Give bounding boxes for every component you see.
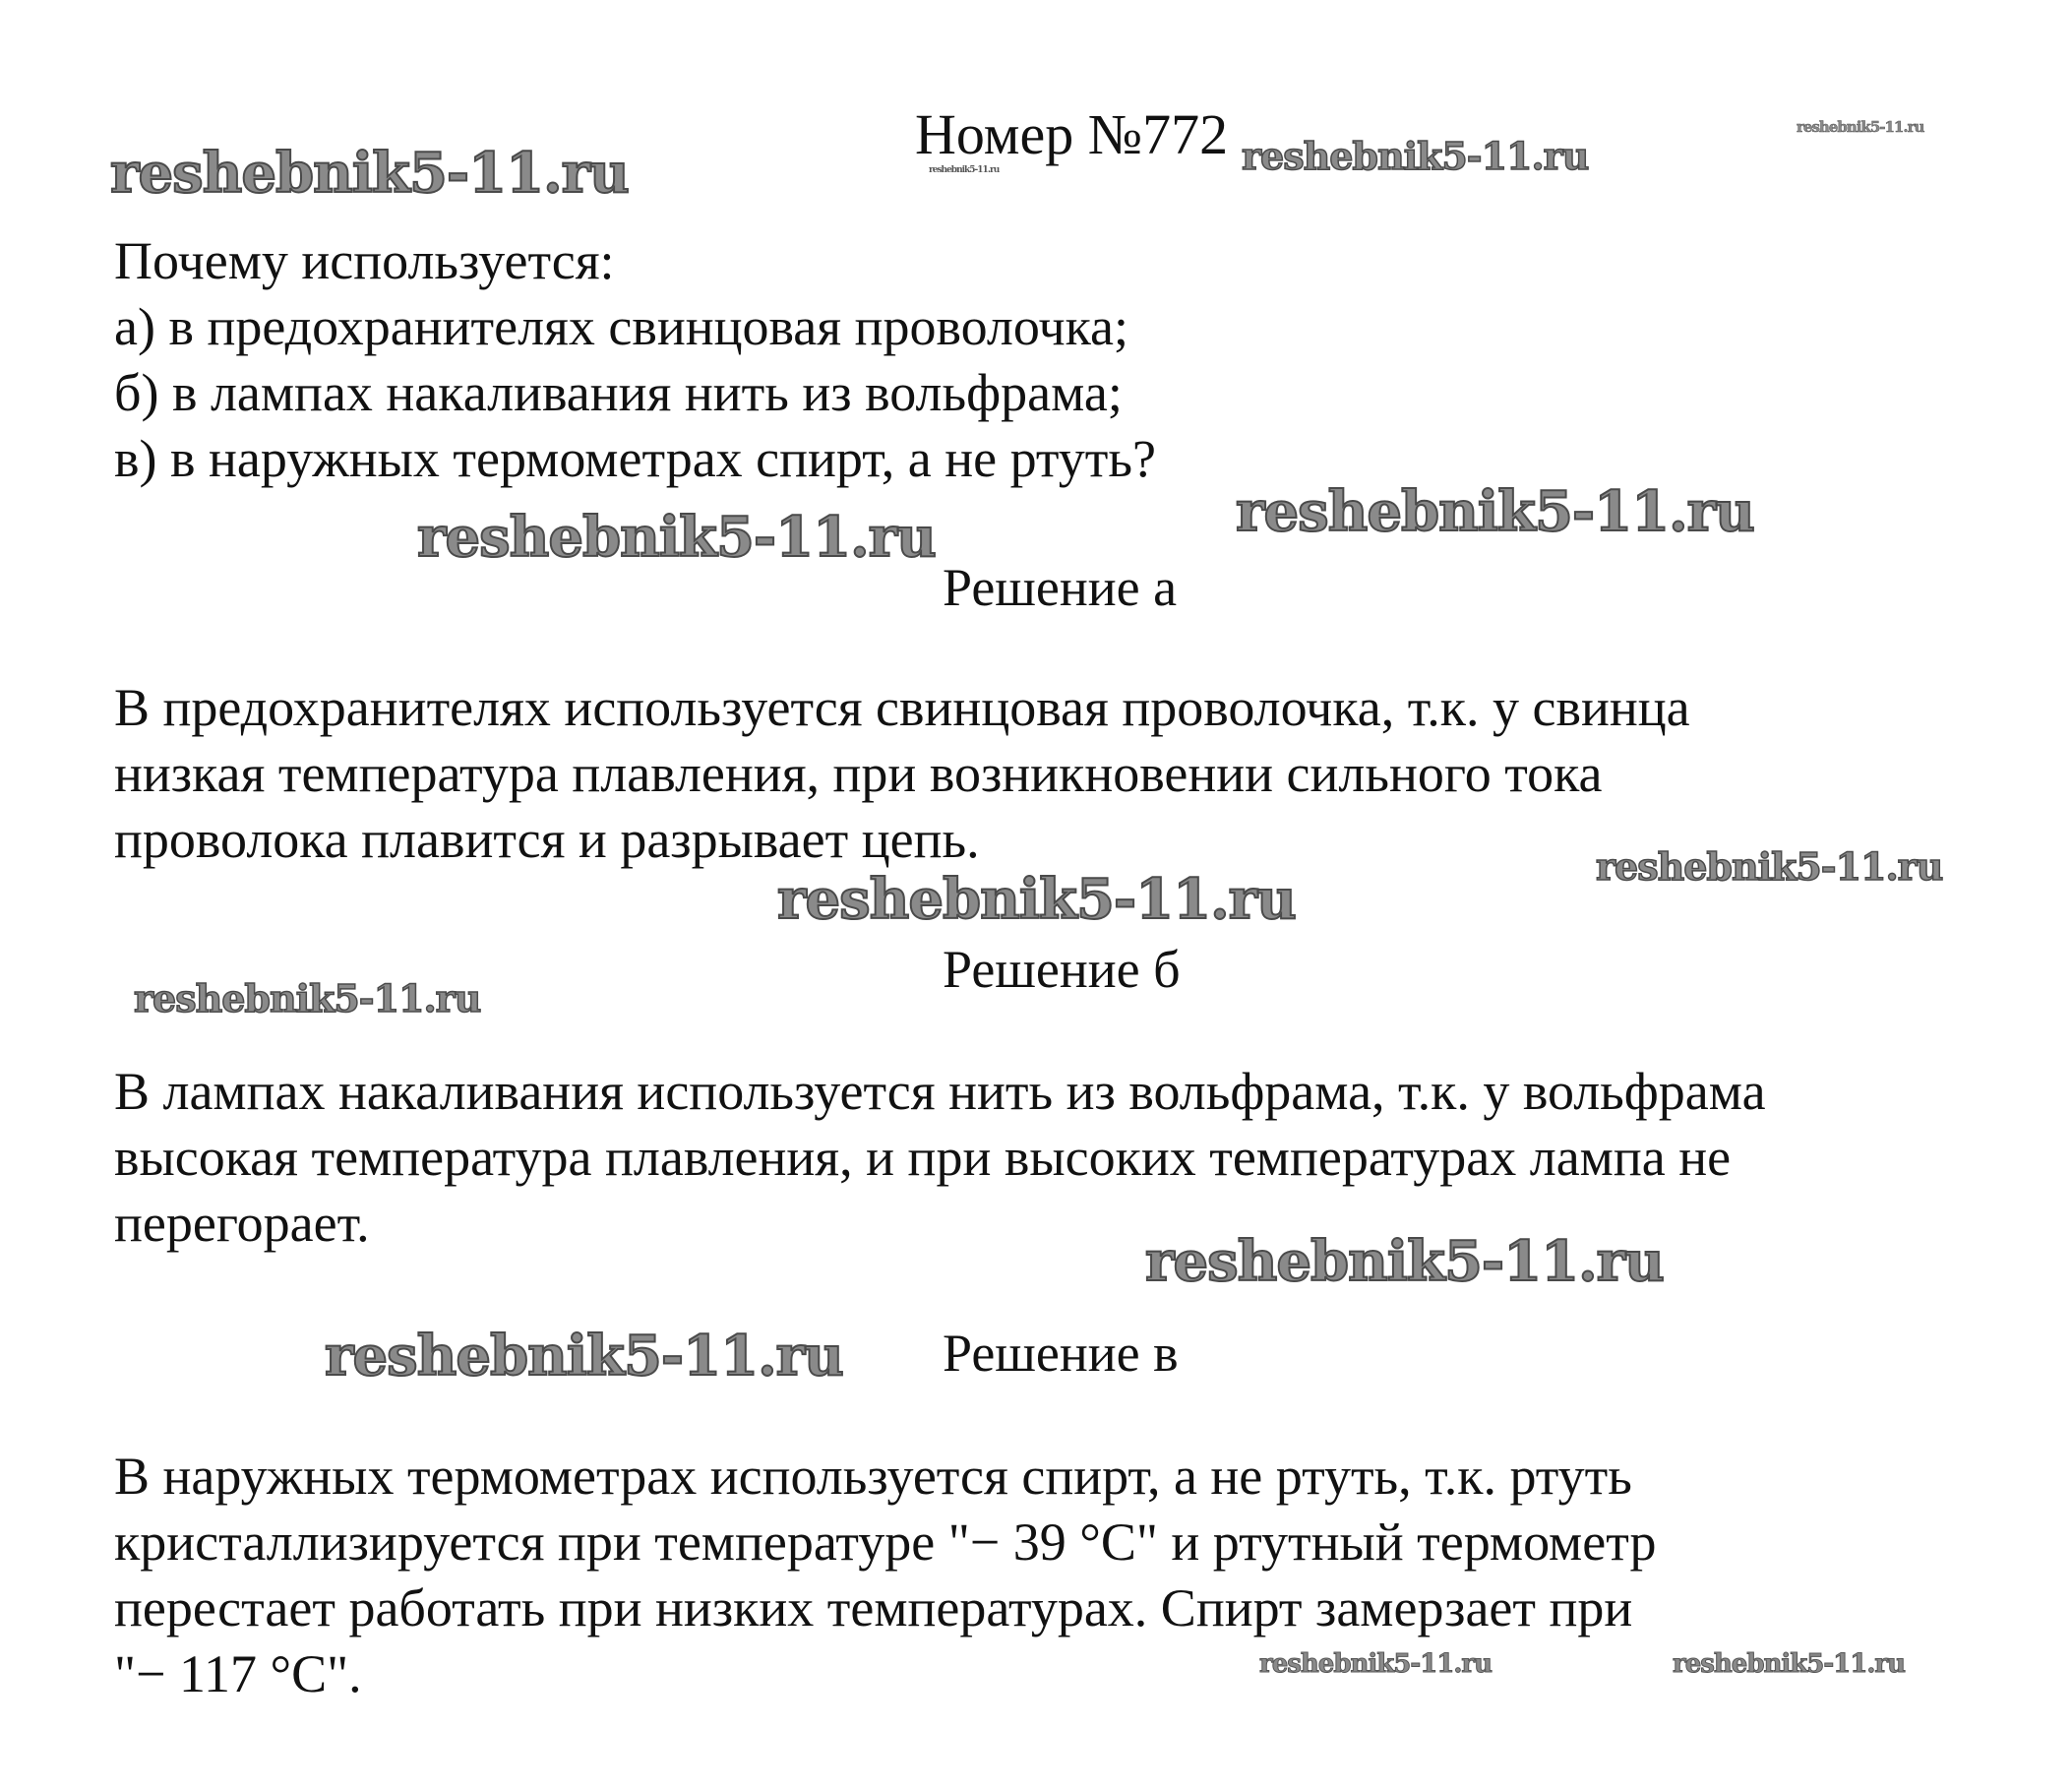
watermark: reshebnik5-11.ru [1242, 134, 1589, 178]
solution-line: "− 117 °C". [114, 1644, 362, 1703]
question-line: а) в предохранителях свинцовая проволочка; [114, 297, 1129, 356]
solution-line: проволока плавится и разрывает цепь. [114, 810, 980, 869]
solution-line: кристаллизируется при температуре "− 39 °C" и ртутный термометр [114, 1513, 1657, 1572]
solution-line: В наружных термометрах используется спирт, а не ртуть, т.к. ртуть [114, 1447, 1632, 1506]
watermark: reshebnik5-11.ru [417, 505, 936, 570]
watermark: reshebnik5-11.ru [929, 165, 1000, 175]
solution-text [114, 675, 1690, 873]
solution-line: В лампах накаливания используется нить из вольфрама, т.к. у вольфрама [114, 1062, 1766, 1121]
watermark: reshebnik5-11.ru [1797, 118, 1924, 136]
watermark: reshebnik5-11.ru [110, 141, 629, 206]
watermark: reshebnik5-11.ru [134, 976, 481, 1020]
solution-text [114, 1444, 1656, 1707]
solution-line: низкая температура плавления, при возникновении сильного тока [114, 744, 1603, 803]
question-text [114, 228, 1156, 492]
watermark: reshebnik5-11.ru [777, 867, 1296, 932]
solution-heading: Решение в [943, 1324, 1179, 1383]
question-line: б) в лампах накаливания нить из вольфрама; [114, 363, 1123, 422]
solution-line: перестает работать при низких температурах. Спирт замерзает при [114, 1578, 1633, 1637]
solution-heading: Решение а [943, 558, 1178, 617]
watermark: reshebnik5-11.ru [1259, 1649, 1493, 1679]
solution-text [114, 1059, 1766, 1257]
watermark: reshebnik5-11.ru [1673, 1649, 1906, 1679]
watermark: reshebnik5-11.ru [1236, 479, 1754, 544]
question-line: в) в наружных термометрах спирт, а не ртуть? [114, 429, 1156, 488]
watermark: reshebnik5-11.ru [1145, 1229, 1664, 1294]
solution-line: перегорает. [114, 1194, 370, 1253]
question-line: Почему используется: [114, 231, 615, 290]
watermark: reshebnik5-11.ru [325, 1324, 843, 1389]
solution-line: высокая температура плавления, и при высоких температурах лампа не [114, 1128, 1732, 1187]
solution-heading: Решение б [943, 940, 1181, 999]
solution-line: В предохранителях используется свинцовая проволочка, т.к. у свинца [114, 678, 1690, 737]
watermark: reshebnik5-11.ru [1596, 844, 1943, 889]
page-title: Номер №772 [915, 102, 1229, 166]
